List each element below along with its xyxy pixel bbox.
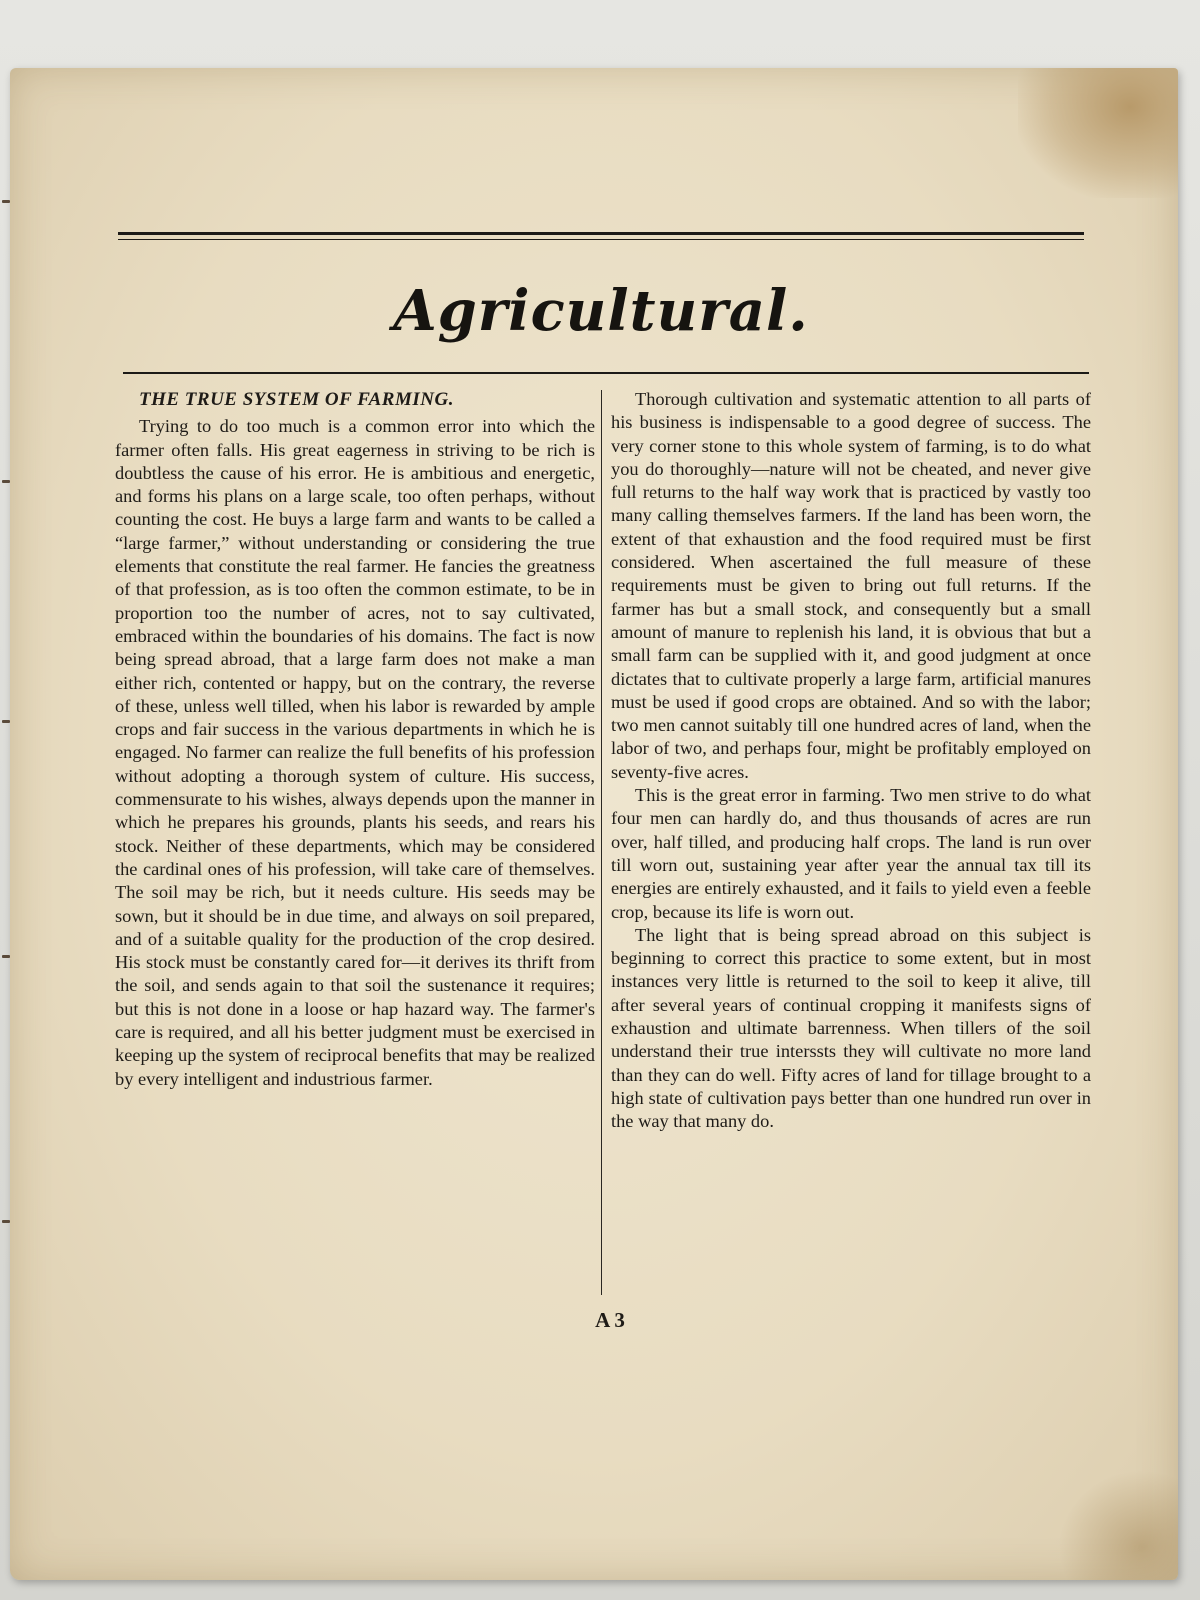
right-column [611,388,1091,1134]
column-divider [601,390,602,1295]
section-title: Agricultural. [393,278,809,344]
section-rule [123,372,1089,374]
article-paragraph: Trying to do too much is a common error into which the farmer often falls. His great eagerness in striving to be rich is doubtless the cause of his error. He is ambitious and energetic, and forms his plans on a large scale, too often perhaps, without counting the cost. He buys a large farm and wants to be called a “large farmer,” without understanding or considering the true elements that constitute the real farmer. He fancies the greatness of that profession, as is too often the common estimate, to be in proportion too the number of acres, not to say cultivated, embraced within the boundaries of his domains. The fact is now being spread abroad, that a large farm does not make a man either rich, contented or happy, but on the contrary, the reverse of these, unless well tilled, when his labor is rewarded by ample crops and fair success in the various departments in which he is engaged. No farmer can realize the full benefits of his profession without adopting a thorough system of culture. His success, commensurate to his wishes, always depends upon the manner in which he prepares his grounds, plants his seeds, and rears his stock. Neither of these departments, which may be considered the cardinal ones of his profession, will take care of themselves. The soil may be rich, but it needs culture. His seeds may be sown, but it should be in due time, and always on soil prepared, and of a suitable quality for the production of the crop desired. His stock must be constantly cared for—it derives its thrift from the soil, and sends again to that soil the sustenance it requires; but this is not done in a loose or hap hazard way. The farmer's care is required, and all his better judgment must be exercised in keeping up the system of reciprocal benefits that may be realized by every intelligent and industrious farmer. [115,416,595,1089]
binding-stitch [2,200,10,203]
binding-stitch [2,480,10,483]
binding-stitch [2,1220,10,1223]
binding-stitch [2,720,10,723]
binding-stitch [2,955,10,958]
corner-stain [1018,68,1178,198]
article-paragraph: This is the great error in farming. Two men strive to do what four men can hardly do, and thus thousands of acres are run over, half tilled, and producing half crops. The land is run over till worn out, sustaining year after year the annual tax till its energies are entirely exhausted, and it fails to yield even a feeble crop, because its life is worn out. [611,785,1091,922]
page-folio: A 3 [595,1308,625,1332]
header-rule-thick [118,232,1084,235]
article-heading: THE TRUE SYSTEM OF FARMING. [139,389,454,410]
article-paragraph: The light that is being spread abroad on this subject is beginning to correct this practice to some extent, but in most instances very little is returned to the soil to keep it alive, till after several years of continual cropping it manifests signs of exhaustion and ultimate barrenness. When tillers of the soil understand their true interssts they will cultivate no more land than they can do well. Fifty acres of land for tillage brought to a high state of cultivation pays better than one hundred run over in the way that many do. [611,924,1091,1132]
header-rule-thin [118,239,1084,240]
bottom-stain [1058,1470,1178,1580]
article-paragraph: Thorough cultivation and systematic attention to all parts of his business is indispensable to a good degree of success. The very corner stone to this whole system of farming, is to do what you do thoroughly—nature will not be cheated, and never give full returns to the half way work that is practiced by vastly too many calling themselves farmers. If the land has been worn, the extent of that exhaustion and the food required must be first considered. When ascertained the full measure of these requirements must be given to bring out full returns. If the farmer has but a small stock, and consequently but a small amount of manure to replenish his land, it is obvious that but a small farm can be supplied with it, and good judgment at once dictates that to cultivate properly a large farm, artificial manures must be used if good crops are obtained. And so with the labor; two men cannot suitably till one hundred acres of land, when the labor of two, and perhaps four, might be profitably employed on seventy-five acres. [611,389,1091,782]
left-column [115,388,595,1091]
